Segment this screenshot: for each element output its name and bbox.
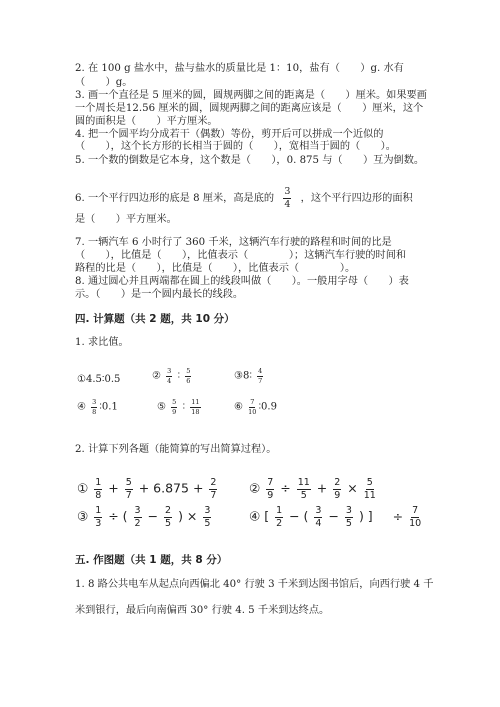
ratio-item-3: [234, 368, 265, 384]
ratio-item-6: [234, 399, 277, 415]
ratio-item-4: [77, 399, 118, 415]
question-4-line-1: 4. 把一个圆平均分成若干（偶数）等份，剪开后可以拼成一个近似的: [75, 129, 384, 140]
item-mark: ②: [249, 480, 261, 496]
fraction: [409, 506, 421, 528]
question-2-line-2: （ ）g。: [75, 77, 133, 88]
fraction: [134, 506, 142, 528]
fraction-denominator: 5: [165, 517, 172, 529]
item-mark: ⑥: [234, 401, 243, 413]
fraction-denominator: 5: [300, 489, 307, 501]
fraction-denominator: 4: [167, 376, 172, 385]
ratio-separator: ∶: [177, 370, 181, 382]
fraction-denominator: 4: [284, 198, 291, 210]
fraction-denominator: 10: [248, 407, 257, 416]
fraction-numerator: 3: [345, 505, 352, 516]
operator: ) ×: [178, 508, 198, 524]
fraction-denominator: 7: [125, 489, 132, 501]
fraction-denominator: 18: [191, 407, 200, 416]
fraction: [333, 478, 341, 500]
fraction: [91, 399, 97, 415]
operator: + 6.875 +: [138, 480, 204, 496]
fraction: [266, 478, 274, 500]
section-5-problem-1-line-1: 1. 8 路公共电车从起点向西偏北 40° 行驶 3 千米到达图书馆后，向西行驶 4 千: [75, 579, 434, 590]
fraction-three-quarters: [283, 187, 291, 209]
question-8-line-1: 8. 通过圆心并且两端都在圆上的线段叫做（ ）。一般用字母（ ）表: [75, 276, 409, 287]
fraction-numerator: 11: [297, 477, 310, 488]
ratio-prefix: 8∶: [242, 370, 252, 382]
section-4-problem-2: 2. 计算下列各题（能简算的写出简算过程）。: [75, 444, 277, 455]
operator: ÷: [392, 508, 404, 524]
fraction-denominator: 5: [204, 517, 211, 529]
question-5: 5. 一个数的倒数是它本身，这个数是（ ），0. 875 与（ ）互为倒数。: [75, 155, 425, 166]
operator: ×: [347, 480, 358, 496]
fraction-numerator: 5: [366, 477, 373, 488]
fraction-numerator: 2: [334, 477, 341, 488]
fraction: [166, 368, 172, 384]
fraction: [94, 478, 102, 500]
fraction-denominator: 2: [276, 517, 283, 529]
fraction-denominator: 8: [92, 407, 97, 416]
ratio-item-2: [152, 368, 193, 384]
question-3-line-3: 圆的面积是（ ）平方厘米。: [75, 116, 218, 127]
fraction-numerator: 2: [210, 477, 217, 488]
fraction-numerator: 4: [258, 367, 263, 375]
item-mark: ③: [77, 508, 89, 524]
item-mark: ④: [77, 401, 86, 413]
fraction-numerator: 1: [95, 505, 102, 516]
question-8-line-2: 示。（ ）是一个圆内最长的线段。: [75, 289, 244, 300]
item-mark: ④: [249, 508, 261, 524]
fraction: [275, 506, 283, 528]
ratio-item-1: [77, 374, 120, 385]
fraction-denominator: 3: [95, 517, 102, 529]
fraction-denominator: 9: [334, 489, 341, 501]
fraction-denominator: 6: [186, 376, 191, 385]
fraction-numerator: 3: [284, 186, 291, 197]
fraction: [314, 506, 322, 528]
question-2-line-1: 2. 在 100 g 盐水中，盐与盐水的质量比是 1：10，盐有（ ）g. 水有: [75, 63, 404, 74]
fraction-denominator: 4: [315, 517, 322, 529]
calc-expression-4: [249, 506, 423, 528]
fraction-denominator: 5: [345, 517, 352, 529]
fraction-denominator: 2: [134, 517, 141, 529]
fraction-numerator: 3: [315, 505, 322, 516]
fraction-numerator: 3: [204, 505, 211, 516]
ratio-expression: 4.5∶0.5: [85, 374, 121, 385]
item-mark: ⑤: [157, 401, 166, 413]
item-mark: ①: [77, 374, 86, 385]
operator: ÷ (: [108, 508, 128, 524]
section-4-problem-1: 1. 求比值。: [75, 337, 129, 348]
fraction-denominator: 9: [172, 407, 177, 416]
fraction-numerator: 1: [95, 477, 102, 488]
fraction: [345, 506, 353, 528]
operator: [: [264, 508, 270, 524]
fraction: [248, 399, 256, 415]
fraction-denominator: 11: [363, 489, 376, 501]
question-7-line-3: 路程的比是（ ），比值是（ ），比值表示（ ）。: [75, 263, 356, 274]
fraction: [297, 478, 311, 500]
fraction-numerator: 7: [250, 398, 255, 406]
fraction-numerator: 7: [412, 505, 419, 516]
fraction: [94, 506, 102, 528]
fraction: [171, 399, 177, 415]
question-3-line-1: 3. 画一个直径是 5 厘米的圆，圆规两脚之间的距离是（ ）厘米。如果要画: [75, 90, 427, 101]
fraction: [209, 478, 217, 500]
fraction-denominator: 9: [267, 489, 274, 501]
fraction-numerator: 1: [276, 505, 283, 516]
operator: ) ]: [358, 508, 373, 524]
item-mark: ③: [234, 370, 243, 382]
fraction-numerator: 3: [92, 398, 97, 406]
ratio-item-5: [157, 399, 203, 415]
fraction: [164, 506, 172, 528]
fraction-numerator: 3: [167, 367, 172, 375]
fraction-denominator: 10: [409, 517, 422, 529]
fraction-denominator: 7: [258, 376, 263, 385]
ratio-suffix: ∶0.9: [258, 401, 277, 413]
calc-expression-1: [77, 478, 219, 500]
item-mark: ①: [77, 480, 89, 496]
fraction: [257, 368, 263, 384]
fraction-numerator: 7: [267, 477, 274, 488]
question-4-line-2: （ ），这个长方形的长相当于圆的（ ），宽相当于圆的（ ）。: [75, 141, 396, 152]
operator: +: [108, 480, 119, 496]
question-7-line-2: （ ），比值是（ ），比值表示（ ）；这辆汽车行驶的时间和: [75, 250, 407, 261]
section-5-problem-1-line-2: 米到银行，最后向南偏西 30° 行驶 4. 5 千米到达终点。: [75, 605, 330, 616]
question-6-line-2: 是（ ）平方厘米。: [75, 214, 177, 225]
fraction-numerator: 2: [165, 505, 172, 516]
operator: −: [328, 508, 339, 524]
fraction-numerator: 5: [186, 367, 191, 375]
section-5-heading: 五. 作图题（共 1 题，共 8 分）: [75, 554, 228, 566]
fraction-denominator: 8: [95, 489, 102, 501]
operator: +: [316, 480, 328, 496]
fraction: [364, 478, 376, 500]
fraction-numerator: 5: [172, 398, 177, 406]
question-6-line-1: [75, 186, 413, 212]
fraction-numerator: 3: [134, 505, 141, 516]
item-mark: ②: [152, 370, 161, 382]
fraction: [203, 506, 211, 528]
fraction: [185, 368, 191, 384]
operator: −: [147, 508, 159, 524]
question-3-line-2: 一个周长是12.56 厘米的圆，圆规两脚之间的距离应该是（ ）厘米，这个: [75, 103, 424, 114]
question-6-text-b: ，这个平行四边形的面积: [300, 193, 413, 204]
ratio-suffix: ∶0.1: [99, 401, 118, 413]
operator: − (: [289, 508, 309, 524]
fraction: [125, 478, 133, 500]
section-4-heading: 四. 计算题（共 2 题，共 10 分）: [75, 313, 235, 325]
fraction-denominator: 7: [210, 489, 217, 501]
fraction-numerator: 11: [191, 398, 200, 406]
fraction-numerator: 5: [125, 477, 132, 488]
question-6-text-a: 6. 一个平行四边形的底是 8 厘米，高是底的: [75, 193, 275, 204]
operator: ÷: [280, 480, 291, 496]
fraction: [190, 399, 200, 415]
ratio-separator: ∶: [182, 401, 186, 413]
question-7-line-1: 7. 一辆汽车 6 小时行了 360 千米，这辆汽车行驶的路程和时间的比是: [75, 237, 392, 248]
calc-expression-3: [77, 506, 213, 528]
calc-expression-2: [249, 478, 378, 500]
